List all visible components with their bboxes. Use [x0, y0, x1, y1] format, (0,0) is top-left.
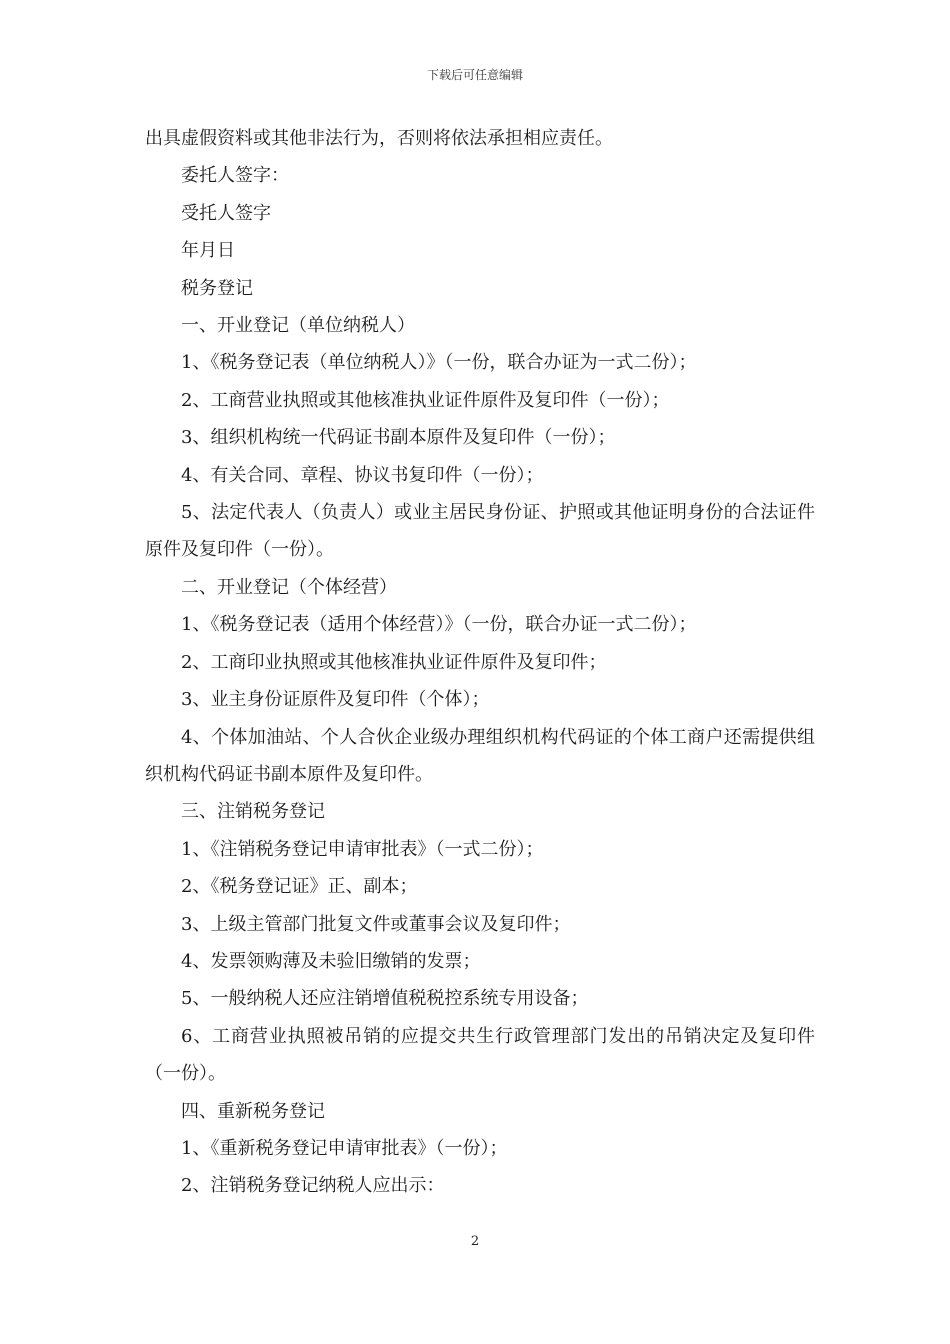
paragraph: 三、注销税务登记	[181, 801, 325, 823]
paragraph: 4、有关合同、章程、协议书复印件（一份）；	[181, 464, 544, 486]
paragraph: 四、重新税务登记	[181, 1100, 325, 1122]
paragraph: 6、工商营业执照被吊销的应提交共生行政管理部门发出的吊销决定及复印件（一份）。	[145, 1025, 815, 1085]
paragraph: 二、开业登记（个体经营）	[181, 576, 397, 598]
paragraph: 5、一般纳税人还应注销增值税税控系统专用设备；	[181, 988, 589, 1010]
paragraph: 1、《税务登记表（单位纳税人）》（一份，联合办证为一式二份）；	[181, 352, 697, 374]
page-number: 2	[470, 1234, 480, 1249]
paragraph: 4、发票领购薄及未验旧缴销的发票；	[181, 950, 481, 972]
paragraph: 2、《税务登记证》正、副本；	[181, 876, 418, 898]
paragraph: 1、《税务登记表（适用个体经营）》（一份，联合办证一式二份）；	[181, 614, 697, 636]
paragraph: 一、开业登记（单位纳税人）	[181, 315, 415, 337]
paragraph: 3、组织机构统一代码证书副本原件及复印件（一份）；	[181, 427, 616, 449]
paragraph: 受托人签字	[181, 202, 271, 224]
paragraph: 出具虚假资料或其他非法行为，否则将依法承担相应责任。	[145, 128, 613, 149]
paragraph: 1、《注销税务登记申请审批表》（一式二份）；	[181, 838, 544, 860]
paragraph: 4、个体加油站、个人合伙企业级办理组织机构代码证的个体工商户还需提供组织机构代码证书副本原件及复印件。	[145, 726, 815, 785]
document-body	[145, 120, 815, 1205]
paragraph: 委托人签字：	[181, 165, 289, 187]
page-header: 下载后可任意编辑	[426, 68, 523, 82]
paragraph: 2、注销税务登记纳税人应出示：	[181, 1175, 445, 1197]
paragraph: 税务登记	[181, 277, 253, 299]
paragraph: 2、工商营业执照或其他核准执业证件原件及复印件（一份）；	[181, 389, 670, 411]
paragraph: 1、《重新税务登记申请审批表》（一份）；	[181, 1137, 508, 1159]
paragraph: 3、上级主管部门批复文件或董事会议及复印件；	[181, 913, 571, 935]
paragraph: 3、业主身份证原件及复印件（个体）；	[181, 689, 490, 711]
paragraph: 2、工商印业执照或其他核准执业证件原件及复印件；	[181, 651, 607, 673]
paragraph: 年月日	[181, 240, 235, 262]
paragraph: 5、法定代表人（负责人）或业主居民身份证、护照或其他证明身份的合法证件原件及复印件（一份）。	[145, 502, 815, 561]
